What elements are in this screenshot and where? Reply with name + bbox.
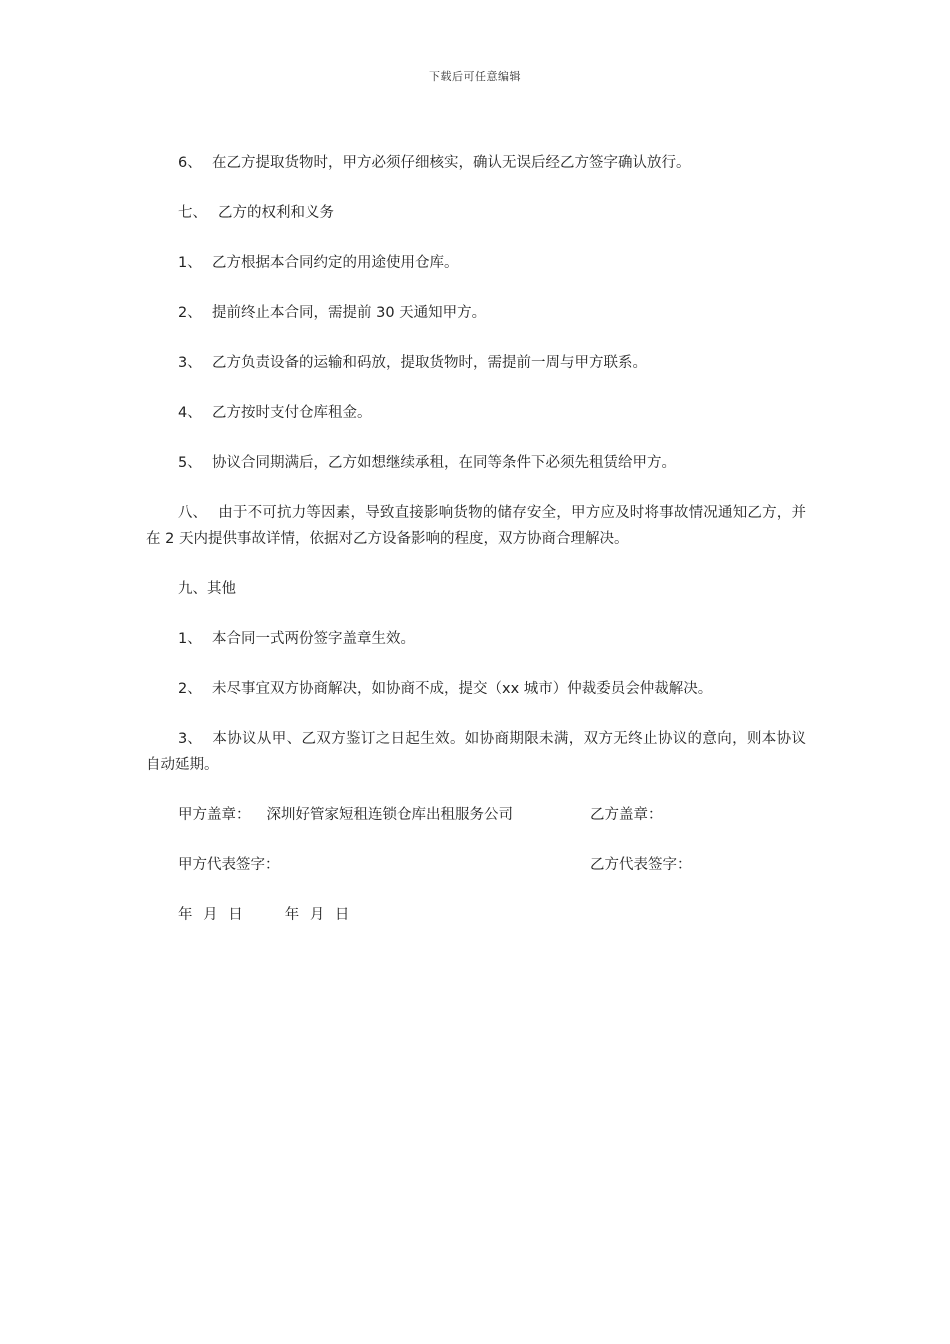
party-a-rep-label: 甲方代表签字：: [178, 857, 280, 873]
representative-row: [178, 852, 806, 878]
section-text: 由于不可抗力等因素，导致直接影响货物的储存安全，甲方应及时将事故情况通知乙方，并在 2 天内提供事故详情，依据对乙方设备影响的程度，双方协商合理解决。: [146, 505, 806, 547]
clause-text: 在乙方提取货物时，甲方必须仔细核实，确认无误后经乙方签字确认放行。: [212, 155, 691, 171]
party-a-seal-label: 甲方盖章：: [178, 807, 251, 823]
party-a-seal: [178, 802, 513, 828]
section-8-paragraph: [146, 500, 806, 552]
clause-text: 未尽事宜双方协商解决，如协商不成，提交（xx 城市）仲裁委员会仲裁解决。: [212, 681, 713, 697]
section-number: 七、: [178, 205, 207, 221]
clause-text: 本合同一式两份签字盖章生效。: [212, 631, 415, 647]
clause-number: 6、: [178, 155, 202, 171]
date-party-b: 年 月 日: [284, 907, 350, 923]
clause-number: 4、: [178, 405, 202, 421]
contract-body: [146, 150, 806, 928]
clause-7-4-item: [146, 400, 806, 426]
clause-text: 提前终止本合同，需提前 30 天通知甲方。: [212, 305, 487, 321]
section-9-heading: 九、其他: [178, 581, 236, 597]
clause-9-1-item: [146, 626, 806, 652]
clause-text: 乙方根据本合同约定的用途使用仓库。: [212, 255, 459, 271]
clause-number: 3、: [178, 731, 202, 747]
clause-number: 5、: [178, 455, 202, 471]
clause-9-3-item: [146, 726, 806, 778]
clause-text: 协议合同期满后，乙方如想继续承租，在同等条件下必须先租赁给甲方。: [212, 455, 676, 471]
section-number: 八、: [178, 505, 207, 521]
date-party-a: 年 月 日: [178, 907, 243, 923]
clause-7-5-item: [146, 450, 806, 476]
section-title: 乙方的权利和义务: [218, 205, 334, 221]
seal-row: [178, 802, 806, 828]
clause-number: 2、: [178, 305, 202, 321]
party-a-company: 深圳好管家短租连锁仓库出租服务公司: [266, 807, 513, 823]
clause-text: 乙方按时支付仓库租金。: [212, 405, 372, 421]
clause-7-2-item: [146, 300, 806, 326]
clause-number: 2、: [178, 681, 202, 697]
clause-number: 1、: [178, 255, 202, 271]
clause-7-3-item: [146, 350, 806, 376]
clause-6-item: [146, 150, 806, 176]
party-b-seal-label: 乙方盖章：: [590, 807, 663, 823]
clause-text: 本协议从甲、乙双方鉴订之日起生效。如协商期限未满，双方无终止协议的意向，则本协议自动延期。: [146, 731, 806, 773]
clause-text: 乙方负责设备的运输和码放，提取货物时，需提前一周与甲方联系。: [212, 355, 647, 371]
clause-7-1-item: [146, 250, 806, 276]
party-b-rep-label: 乙方代表签字：: [590, 857, 692, 873]
header-note: 下载后可任意编辑: [429, 70, 521, 83]
date-row: [178, 902, 806, 928]
clause-number: 1、: [178, 631, 202, 647]
clause-number: 3、: [178, 355, 202, 371]
clause-9-2-item: [146, 676, 806, 702]
section-7-heading: [146, 200, 806, 226]
